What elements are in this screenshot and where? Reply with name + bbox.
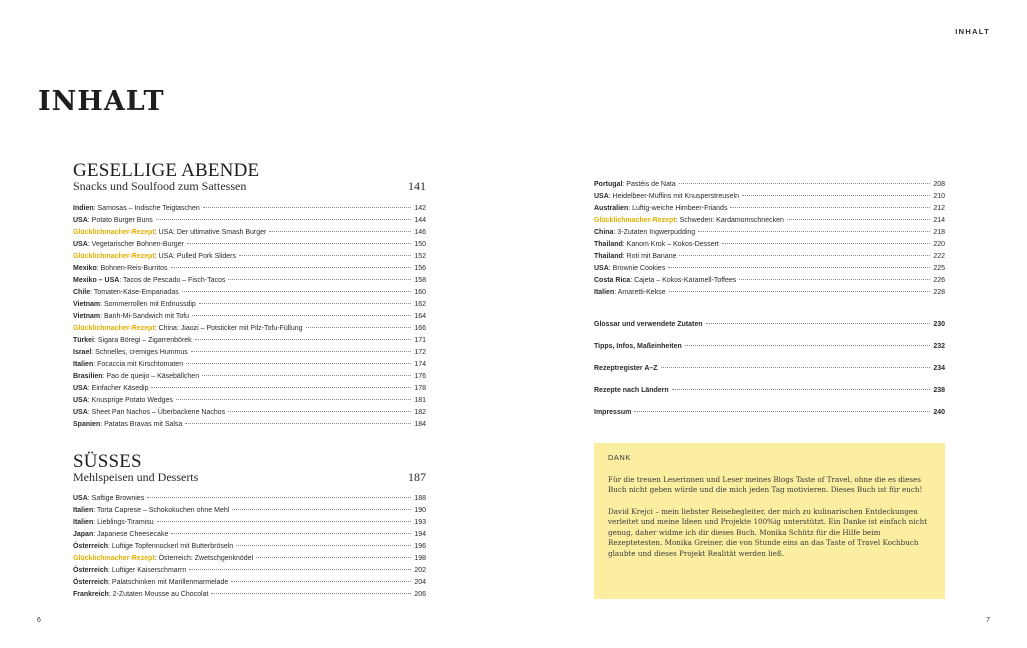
toc-entry-title: : Luftige Topfennockerl mit Butterbröseln — [108, 543, 234, 550]
toc-entry-title: : Tomaten-Käse-Empanadas — [90, 289, 179, 296]
toc-entry-gluecklichmacher: Glücklichmacher-Rezept — [594, 217, 676, 224]
toc-entry-page: 146 — [414, 229, 426, 236]
leader-dots — [668, 266, 930, 268]
toc-entry-title: : Schweden: Kardamomschnecken — [675, 217, 784, 224]
toc-entry-country: Italien — [73, 519, 94, 526]
toc-entry[interactable] — [594, 251, 945, 263]
toc-entry-page: 174 — [414, 361, 426, 368]
toc-entry-label — [73, 407, 225, 419]
toc-entry[interactable] — [73, 553, 426, 565]
leader-dots — [228, 278, 411, 280]
toc-entry-label — [594, 203, 727, 215]
leader-dots — [228, 410, 411, 412]
toc-entry-country: Italien — [73, 507, 94, 514]
toc-entry[interactable] — [73, 505, 426, 517]
toc-entry-page: 206 — [414, 591, 426, 598]
toc-entry-title: : Knusprige Potato Wedges — [87, 397, 173, 404]
leader-dots — [269, 230, 411, 232]
toc-entry[interactable] — [73, 517, 426, 529]
toc-entry[interactable] — [73, 311, 426, 323]
leader-dots — [730, 206, 930, 208]
appendix-entry-label: Glossar und verwendete Zutaten — [594, 321, 703, 328]
toc-entry-title: : Tacos de Pescado – Fisch-Tacos — [119, 277, 226, 284]
leader-dots — [211, 592, 411, 594]
toc-entry-title: : Samosas – Indische Teigtaschen — [93, 205, 200, 212]
toc-entry-page: 220 — [933, 241, 945, 248]
toc-entry-country: USA — [594, 265, 609, 272]
toc-entry-label — [73, 287, 179, 299]
toc-entry-title: : Heidelbeer-Muffins mit Knusperstreuseln — [608, 193, 739, 200]
dank-paragraph: David Krejci – mein liebster Reisebegleiter, der mich zu kulinarischen Entdeckungen verleitet und meine Ideen und Projekte 100%ig unterstützt. Ein Danke ist einfach nicht genug, daher widme ich dir dieses Buch. Monika Schütz für die Hilfe beim Rezeptetesten. Monika Greiner, die von Stunde eins an das Taste of Travel Kochbuch glaubte und dieses Projekt Realität werden ließ. — [608, 506, 928, 558]
toc-entry-page: 184 — [414, 421, 426, 428]
toc-entry[interactable] — [73, 383, 426, 395]
leader-dots — [679, 182, 931, 184]
leader-dots — [679, 254, 930, 256]
toc-entry-title: : USA: Pulled Pork Sliders — [154, 253, 237, 260]
page-number-left: 6 — [37, 617, 41, 624]
leader-dots — [156, 218, 412, 220]
toc-entry-country: Israel — [73, 349, 92, 356]
toc-entry-country: Italien — [594, 289, 615, 296]
appendix-entry-label: Impressum — [594, 409, 632, 416]
toc-entry[interactable] — [73, 299, 426, 311]
toc-entry-page: 214 — [933, 217, 945, 224]
toc-entry-page: 150 — [414, 241, 426, 248]
toc-entry-country: Italien — [73, 361, 94, 368]
toc-entry-page: 142 — [414, 205, 426, 212]
toc-entry-country: Frankreich — [73, 591, 109, 598]
dank-box — [594, 443, 945, 599]
toc-entry[interactable] — [73, 577, 426, 589]
toc-entry[interactable] — [73, 323, 426, 335]
toc-entry-country: USA — [73, 217, 88, 224]
leader-dots — [187, 242, 411, 244]
toc-entry-title: : Patatas Bravas mit Salsa — [100, 421, 183, 428]
toc-entry-page: 204 — [414, 579, 426, 586]
toc-entry-page: 182 — [414, 409, 426, 416]
toc-entry-page: 172 — [414, 349, 426, 356]
toc-entry-page: 160 — [414, 289, 426, 296]
toc-entry-label — [73, 553, 253, 565]
toc-entry-page: 144 — [414, 217, 426, 224]
toc-entry-title: : Focaccia mit Kirschtomaten — [93, 361, 184, 368]
toc-entry-page: 198 — [414, 555, 426, 562]
toc-entry-country: Österreich — [73, 567, 109, 574]
toc-entry-title: : Sheet Pan Nachos – Überbackene Nachos — [87, 409, 226, 416]
leader-dots — [182, 290, 412, 292]
leader-dots — [742, 194, 930, 196]
toc-entry-country: USA — [73, 385, 88, 392]
leader-dots — [189, 568, 411, 570]
toc-entry[interactable] — [73, 287, 426, 299]
leader-dots — [787, 218, 930, 220]
toc-entry-label — [73, 311, 189, 323]
toc-entry-page: 152 — [414, 253, 426, 260]
toc-entry[interactable] — [73, 275, 426, 287]
toc-entry-title: : Brownie Cookies — [608, 265, 666, 272]
toc-entry-page: 202 — [414, 567, 426, 574]
toc-entry[interactable] — [73, 493, 426, 505]
toc-entry-country: China — [594, 229, 614, 236]
toc-entry-label — [73, 517, 154, 529]
dank-paragraph: Für die treuen Leserinnen und Leser meines Blogs Taste of Travel, ohne die es dieses Buch nicht geben würde und die mich jeden Tag motivieren. Dieses Buch ist für euch! — [608, 474, 923, 494]
toc-entry-country: Portugal — [594, 181, 623, 188]
toc-entry-title: : Roti mit Banane — [622, 253, 677, 260]
toc-entry[interactable] — [73, 347, 426, 359]
toc-entry-title: : Kanom Krok – Kokos-Dessert — [622, 241, 719, 248]
toc-entry-title: : Torta Caprese – Schokokuchen ohne Mehl — [93, 507, 230, 514]
toc-entry-page: 181 — [414, 397, 426, 404]
toc-entry-label — [73, 215, 153, 227]
toc-entry-page: 218 — [933, 229, 945, 236]
toc-entry-title: : 3-Zutaten Ingwerpudding — [613, 229, 696, 236]
toc-entry-label — [73, 565, 186, 577]
toc-entry-label — [73, 335, 192, 347]
toc-entry-page: 171 — [414, 337, 426, 344]
toc-entry-title: : Schnelles, cremiges Hummus — [91, 349, 188, 356]
toc-entry-title: : Japanese Cheesecake — [93, 531, 169, 538]
leader-dots — [661, 366, 931, 368]
toc-entry-label — [594, 179, 676, 191]
toc-entry[interactable] — [594, 215, 945, 227]
toc-entry[interactable] — [73, 215, 426, 227]
toc-entry-page: 196 — [414, 543, 426, 550]
toc-entry-country: USA — [73, 241, 88, 248]
toc-entry-page: 178 — [414, 385, 426, 392]
leader-dots — [195, 338, 412, 340]
toc-entry[interactable] — [73, 565, 426, 577]
toc-entry-title: : 2-Zutaten Mousse au Chocolat — [108, 591, 209, 598]
appendix-entry[interactable] — [594, 402, 945, 424]
toc-entry-label — [594, 227, 695, 239]
toc-list-appendix — [594, 314, 945, 424]
running-head: INHALT — [955, 27, 990, 36]
toc-entry[interactable] — [594, 179, 945, 191]
toc-entry-page: 176 — [414, 373, 426, 380]
toc-entry-country: Mexiko – USA — [73, 277, 120, 284]
toc-entry[interactable] — [594, 275, 945, 287]
toc-entry-page: 190 — [414, 507, 426, 514]
toc-entry-title: : Pastéis de Nata — [622, 181, 676, 188]
toc-entry-page: 162 — [414, 301, 426, 308]
toc-entry[interactable] — [73, 589, 426, 601]
toc-entry-country: Thailand — [594, 241, 623, 248]
leader-dots — [256, 556, 411, 558]
leader-dots — [151, 386, 411, 388]
toc-entry-label — [73, 589, 208, 601]
toc-entry-title: : Einfacher Käsedip — [87, 385, 149, 392]
leader-dots — [192, 314, 411, 316]
toc-entry-country: Costa Rica — [594, 277, 631, 284]
toc-entry-label — [73, 275, 225, 287]
toc-entry[interactable] — [594, 239, 945, 251]
leader-dots — [199, 302, 412, 304]
leader-dots — [739, 278, 930, 280]
toc-entry-label — [594, 191, 739, 203]
leader-dots — [185, 422, 411, 424]
toc-entry-country: Australien — [594, 205, 629, 212]
section-title-suesses: SÜSSES — [73, 451, 142, 472]
toc-entry-title: : Sommerrollen mit Erdnussdip — [100, 301, 196, 308]
toc-entry-country: Thailand — [594, 253, 623, 260]
toc-entry-page: 166 — [414, 325, 426, 332]
toc-entry-page: 164 — [414, 313, 426, 320]
toc-entry-title: : Saftige Brownies — [87, 495, 145, 502]
toc-entry-country: Vietnam — [73, 313, 101, 320]
appendix-entry[interactable] — [594, 380, 945, 402]
toc-entry-country: USA — [594, 193, 609, 200]
leader-dots — [232, 508, 411, 510]
toc-entry-label — [73, 383, 148, 395]
toc-entry-label — [73, 323, 303, 335]
toc-entry-label — [73, 227, 266, 239]
toc-entry-title: : Bohnen-Reis-Burritos — [96, 265, 168, 272]
toc-entry-label — [73, 577, 228, 589]
leader-dots — [239, 254, 411, 256]
toc-entry[interactable] — [594, 287, 945, 299]
page-number-right: 7 — [986, 617, 990, 624]
toc-entry-country: USA — [73, 409, 88, 416]
toc-entry-title: : Lieblings-Tiramisu — [93, 519, 154, 526]
section-subtitle-row — [73, 470, 426, 485]
toc-entry[interactable] — [73, 407, 426, 419]
toc-entry-page: 193 — [414, 519, 426, 526]
appendix-entry-label: Rezeptregister A–Z — [594, 365, 658, 372]
appendix-entry-page: 234 — [933, 365, 945, 372]
toc-entry-country: Österreich — [73, 543, 109, 550]
toc-entry-title: : Luftiger Kaiserschmarrn — [108, 567, 187, 574]
toc-entry[interactable] — [73, 529, 426, 541]
toc-entry-page: 225 — [933, 265, 945, 272]
leader-dots — [176, 398, 411, 400]
section-page: 187 — [408, 470, 426, 484]
toc-entry-label — [73, 239, 184, 251]
toc-entry-page: 194 — [414, 531, 426, 538]
toc-entry-gluecklichmacher: Glücklichmacher-Rezept — [73, 253, 155, 260]
toc-entry-label — [594, 287, 666, 299]
toc-entry-page: 158 — [414, 277, 426, 284]
toc-entry[interactable] — [73, 395, 426, 407]
toc-entry-label — [73, 359, 183, 371]
leader-dots — [685, 344, 931, 346]
toc-entry-gluecklichmacher: Glücklichmacher-Rezept — [73, 229, 155, 236]
toc-entry[interactable] — [73, 227, 426, 239]
appendix-entry-label: Rezepte nach Ländern — [594, 387, 669, 394]
toc-entry-page: 212 — [933, 205, 945, 212]
appendix-entry[interactable] — [594, 336, 945, 358]
leader-dots — [698, 230, 930, 232]
toc-entry-title: : Pao de queijo – Käsebällchen — [102, 373, 200, 380]
toc-entry[interactable] — [594, 227, 945, 239]
toc-entry[interactable] — [73, 359, 426, 371]
toc-entry-label — [73, 419, 182, 431]
appendix-entry-page: 238 — [933, 387, 945, 394]
toc-entry-label — [594, 239, 719, 251]
toc-entry[interactable] — [73, 371, 426, 383]
toc-entry-title: : Banh-Mi-Sandwich mit Tofu — [100, 313, 190, 320]
toc-entry-title: : Cajeta – Kokos-Karamell-Toffees — [630, 277, 737, 284]
toc-entry-label — [73, 299, 196, 311]
leader-dots — [672, 388, 931, 390]
toc-entry-title: : USA: Der ultimative Smash Burger — [154, 229, 267, 236]
toc-entry-title: : Sigara Böregi – Zigarrenbörek — [94, 337, 192, 344]
toc-entry-country: Mexiko — [73, 265, 97, 272]
toc-entry-label — [73, 541, 233, 553]
toc-entry-country: Österreich — [73, 579, 109, 586]
toc-entry-label — [594, 263, 665, 275]
leader-dots — [186, 362, 411, 364]
leader-dots — [157, 520, 412, 522]
toc-entry-country: Vietnam — [73, 301, 101, 308]
leader-dots — [722, 242, 930, 244]
toc-entry-country: Japan — [73, 531, 94, 538]
toc-list-continued — [594, 179, 945, 299]
toc-entry-page: 210 — [933, 193, 945, 200]
toc-entry-country: Chile — [73, 289, 91, 296]
toc-entry-label — [594, 215, 784, 227]
section-subtitle: Snacks und Soulfood zum Sattessen — [73, 179, 247, 193]
section-subtitle: Mehlspeisen und Desserts — [73, 470, 199, 484]
appendix-entry[interactable] — [594, 314, 945, 336]
toc-entry-label — [73, 493, 144, 505]
toc-entry-country: USA — [73, 495, 88, 502]
toc-entry-label — [73, 529, 168, 541]
appendix-entry-page: 230 — [933, 321, 945, 328]
toc-entry[interactable] — [73, 541, 426, 553]
section-page: 141 — [408, 179, 426, 193]
toc-entry[interactable] — [73, 239, 426, 251]
section-subtitle-row — [73, 179, 426, 194]
toc-entry-label — [73, 347, 188, 359]
leader-dots — [171, 532, 411, 534]
toc-entry-page: 226 — [933, 277, 945, 284]
appendix-entry-label: Tipps, Infos, Maßeinheiten — [594, 343, 682, 350]
toc-entry-title: : Potato Burger Buns — [87, 217, 153, 224]
toc-entry-title: : Amaretti-Kekse — [614, 289, 666, 296]
toc-entry-country: Türkei — [73, 337, 95, 344]
leader-dots — [231, 580, 411, 582]
toc-entry-page: 208 — [933, 181, 945, 188]
toc-entry-title: : Österreich: Zwetschgenknödel — [154, 555, 254, 562]
appendix-entry[interactable] — [594, 358, 945, 380]
toc-entry-country: Indien — [73, 205, 94, 212]
toc-entry[interactable] — [73, 263, 426, 275]
toc-entry-country: USA — [73, 397, 88, 404]
leader-dots — [191, 350, 412, 352]
appendix-entry-page: 240 — [933, 409, 945, 416]
page-title: INHALT — [38, 86, 165, 117]
leader-dots — [634, 410, 930, 412]
leader-dots — [203, 206, 412, 208]
leader-dots — [236, 544, 411, 546]
appendix-entry-page: 232 — [933, 343, 945, 350]
toc-entry[interactable] — [73, 203, 426, 215]
toc-entry-page: 222 — [933, 253, 945, 260]
leader-dots — [202, 374, 411, 376]
toc-entry-title: : Vegetarischer Bohnen-Burger — [87, 241, 184, 248]
toc-entry-country: Brasilien — [73, 373, 103, 380]
leader-dots — [669, 290, 931, 292]
toc-entry[interactable] — [594, 263, 945, 275]
toc-entry-title: : China: Jiaozi – Potsticker mit Pilz-Tofu-Füllung — [154, 325, 303, 332]
leader-dots — [147, 496, 411, 498]
toc-entry-gluecklichmacher: Glücklichmacher-Rezept — [73, 555, 155, 562]
toc-entry-country: Spanien — [73, 421, 101, 428]
toc-entry-gluecklichmacher: Glücklichmacher-Rezept — [73, 325, 155, 332]
toc-list-gesellige-abende — [73, 203, 426, 431]
toc-entry[interactable] — [73, 419, 426, 431]
toc-entry-label — [73, 203, 200, 215]
toc-entry-label — [73, 263, 168, 275]
toc-entry-page: 188 — [414, 495, 426, 502]
toc-entry-page: 228 — [933, 289, 945, 296]
toc-list-suesses — [73, 493, 426, 601]
toc-entry-label — [594, 275, 736, 287]
toc-entry-label — [73, 505, 229, 517]
toc-entry-label — [73, 251, 236, 263]
toc-entry-title: : Luftig-weiche Himbeer-Friands — [628, 205, 728, 212]
toc-entry-label — [594, 251, 676, 263]
toc-entry[interactable] — [594, 191, 945, 203]
toc-entry-label — [73, 371, 199, 383]
toc-entry[interactable] — [73, 335, 426, 347]
leader-dots — [171, 266, 412, 268]
toc-entry[interactable] — [73, 251, 426, 263]
toc-entry-title: : Palatschinken mit Marillenmarmelade — [108, 579, 229, 586]
section-title-gesellige-abende: GESELLIGE ABENDE — [73, 160, 260, 181]
leader-dots — [706, 322, 931, 324]
toc-entry[interactable] — [594, 203, 945, 215]
leader-dots — [306, 326, 412, 328]
toc-entry-page: 156 — [414, 265, 426, 272]
toc-entry-label — [73, 395, 173, 407]
dank-title: DANK — [608, 453, 631, 462]
